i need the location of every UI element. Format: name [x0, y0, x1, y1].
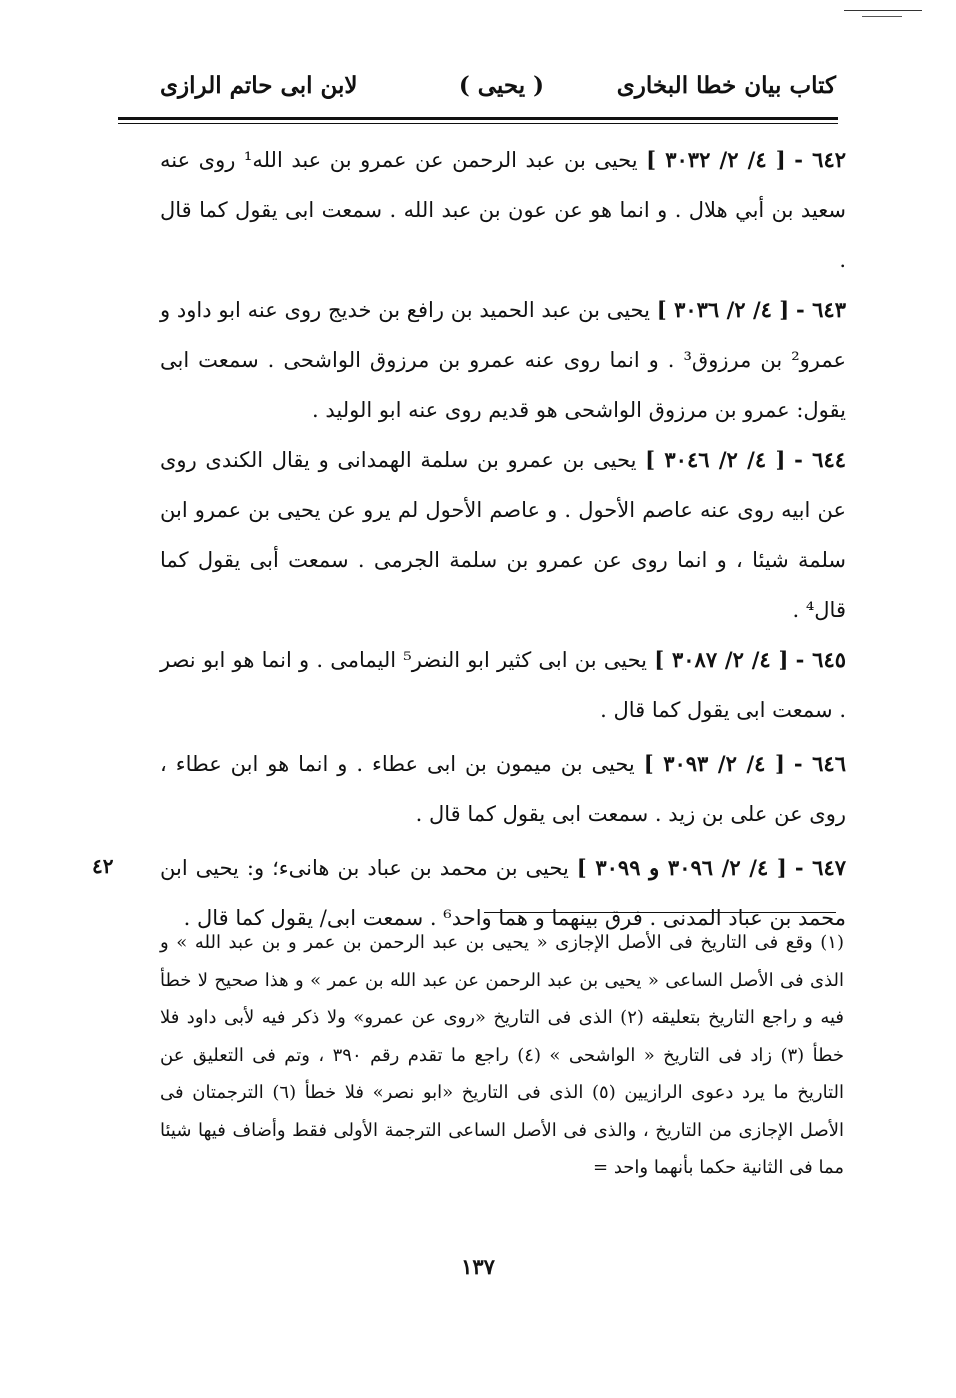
entry-number: ٦٤٣ - [796, 297, 846, 322]
entry-number: ٦٤٧ - [794, 855, 847, 880]
footnotes: (١) وقع فى التاريخ فى الأصل الإجازى « يحيى بن عبد الرحمن بن عمر و بن عبد الله » و الذى فى الأصل الساعى « يحيى بن عبد الرحمن عن عبد الله بن عمر » و هذا صحيح لا خطأ فيه و راجع التاريخ بتعليقه (٢) الذى فى التاريخ «روى عن عمرو» ولا ذكر فيه لأبى داود فلا خطأ (٣) زاد فى التاريخ « الواشحى » (٤) راجع ما تقدم رقم ٣٩٠ ، وتم فى التعليق عن التاريخ ما يرد دعوى الرازيين (٥) الذى فى التاريخ «ابو نصر» فلا خطأ (٦) الترجمتان فى الأصل الإجازى من التاريخ ، والذى فى الأصل الساعى الترجمة الأولى فقط وأضاف فيها شيئا مما فى الثانية حكما بأنهما واحد = [160, 932, 845, 1178]
entry-reference: [ ٤/ ٢/ ٣٠٣٢ ] [646, 147, 786, 172]
header-section: ( يحيى ) [458, 72, 544, 99]
entry-number: ٦٤٢ - [794, 147, 847, 172]
entry-text: يحيى بن عبد الرحمن عن عمرو بن عبد الله¹ روى عنه سعيد بن أبي هلال . و انما هو عن عون بن عبد الله . سمعت ابى يقول كما قال . [160, 148, 846, 272]
header-author: لابن ابى حاتم الرازى [160, 72, 358, 99]
entry-text: يحيى بن عمرو بن سلمة الهمدانى و يقال الكندى روى عن ابيه روى عنه عاصم الأحول . و عاصم الأحول لم يرو عن يحيى بن عمرو ابن سلمة شيئا ، و انما روى عن عمرو بن سلمة الجرمى . سمعت أبى يقول كما قال⁴ . [160, 448, 846, 622]
entry-reference: [ ٤/ ٢/ ٣٠٩٦ و ٣٠٩٩ ] [576, 855, 787, 880]
entry-text: يحيى بن محمد بن عباد بن هانىء؛ و: يحيى ابن محمد بن عباد المدنى . فرق بينهما و هما واحد⁶ . سمعت ابى/ يقول كما قال . [160, 856, 846, 930]
header-book-title: كتاب بيان خطا البخارى [616, 72, 836, 99]
entry-number: ٦٤٤ - [794, 447, 847, 472]
running-header [160, 62, 836, 110]
corner-mark [844, 10, 922, 11]
entry-646 [160, 739, 846, 839]
entries-list [160, 135, 846, 943]
entry-reference: [ ٤/ ٢/ ٣٠٩٣ ] [643, 751, 785, 776]
entry-reference: [ ٤/ ٢/ ٣٠٣٦ ] [656, 297, 790, 322]
header-rule-thick [118, 117, 838, 120]
entry-text: يحيى بن ميمون بن ابى عطاء . و انما هو ابن عطاء ، روى عن على بن زيد . سمعت ابى يقول كما قال . [160, 752, 846, 826]
entry-text: يحيى بن ابى كثير ابو النضر⁵ اليمامى . و انما هو ابو نصر . سمعت ابى يقول كما قال . [160, 648, 846, 722]
entry-644 [160, 435, 846, 635]
entry-645 [160, 635, 846, 735]
footnote-rule [484, 912, 836, 913]
entry-number: ٦٤٥ - [795, 647, 847, 672]
corner-mark-short [862, 16, 902, 17]
entry-reference: [ ٤/ ٢/ ٣٠٨٧ ] [654, 647, 789, 672]
margin-marker: ٤٢ [92, 854, 114, 878]
entry-number: ٦٤٦ - [793, 751, 846, 776]
entry-reference: [ ٤/ ٢/ ٣٠٤٦ ] [645, 447, 786, 472]
entry-643 [160, 285, 846, 435]
entry-text: يحيى بن عبد الحميد بن رافع بن خديج روى عنه ابو داود و عمرو² بن مرزوق³ . و انما روى عنه عمرو بن مرزوق الواشحى . سمعت ابى يقول: عمرو بن مرزوق الواشحى هو قديم روى عنه ابو الوليد . [160, 298, 847, 422]
header-rule-thin [118, 123, 838, 124]
entry-642 [160, 135, 846, 285]
page-number: ١٣٧ [461, 1254, 495, 1279]
